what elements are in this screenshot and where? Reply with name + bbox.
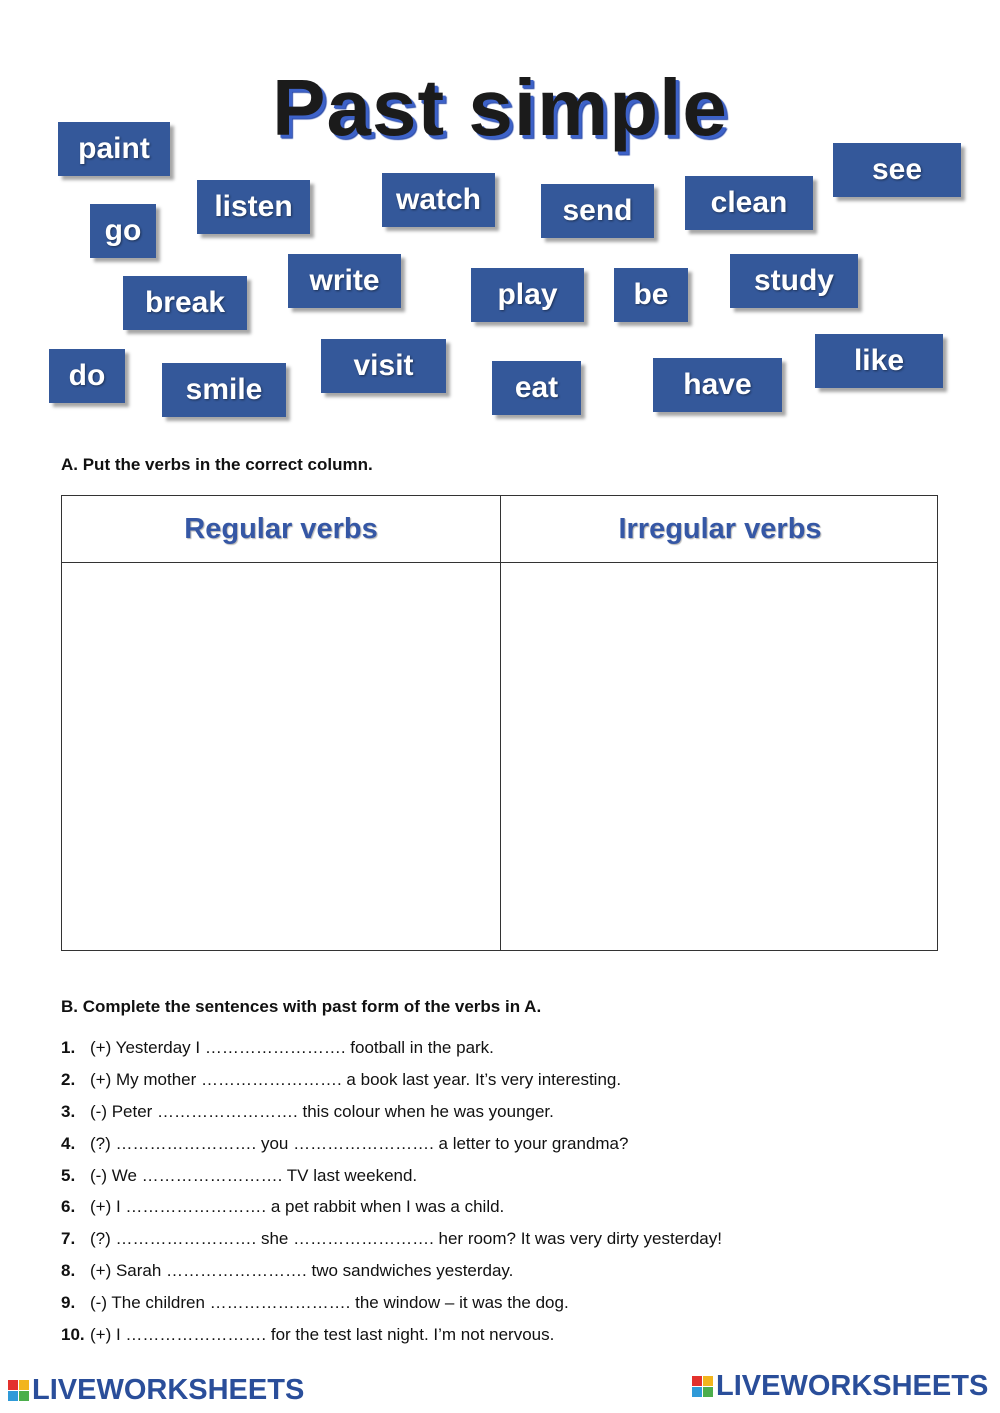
regular-verbs-dropzone[interactable] (62, 563, 498, 950)
verb-chip-do[interactable]: do (49, 349, 125, 403)
verb-chip-listen[interactable]: listen (197, 180, 310, 234)
verb-chip-clean[interactable]: clean (685, 176, 813, 230)
verb-chip-like[interactable]: like (815, 334, 943, 388)
regular-verbs-header: Regular verbs (184, 513, 378, 545)
sentence-number: 8. (61, 1261, 76, 1281)
sentence-text[interactable]: (+) I ……………………. for the test last night. I’m not nervous. (90, 1325, 555, 1345)
sentence-item (61, 1291, 961, 1323)
section-b-instruction: B. Complete the sentences with past form of the verbs in A. (61, 997, 542, 1016)
verb-chip-have[interactable]: have (653, 358, 782, 412)
sentence-number: 5. (61, 1165, 76, 1185)
verb-chip-eat[interactable]: eat (492, 361, 581, 415)
sentence-text[interactable]: (-) Peter ……………………. this colour when he was younger. (90, 1101, 554, 1121)
column-divider (500, 496, 501, 950)
sentence-list (61, 1036, 961, 1355)
sentence-item (61, 1227, 961, 1259)
sentence-text[interactable]: (?) ……………………. she ……………………. her room? It was very dirty yesterday! (90, 1229, 722, 1249)
brand-grid-icon (692, 1376, 714, 1398)
sentence-text[interactable]: (-) The children ……………………. the window – it was the dog. (90, 1293, 569, 1313)
sentence-number: 3. (61, 1101, 76, 1121)
sentence-number: 1. (61, 1038, 76, 1057)
sentence-number: 7. (61, 1229, 76, 1249)
verb-chip-visit[interactable]: visit (321, 339, 446, 393)
section-a-instruction: A. Put the verbs in the correct column. (61, 455, 373, 474)
page-title: Past simple (272, 63, 728, 152)
sentence-number: 4. (61, 1133, 76, 1153)
verb-chip-be[interactable]: be (614, 268, 688, 322)
brand-grid-icon (8, 1380, 30, 1402)
verb-chip-write[interactable]: write (288, 254, 401, 308)
sentence-item (61, 1323, 961, 1355)
sentence-item (61, 1036, 961, 1068)
verb-chip-send[interactable]: send (541, 184, 654, 238)
sentence-number: 6. (61, 1197, 76, 1217)
sentence-number: 9. (61, 1293, 76, 1313)
verb-sort-table (61, 495, 938, 951)
sentence-text[interactable]: (+) Sarah ……………………. two sandwiches yesterday. (90, 1261, 514, 1281)
sentence-item (61, 1100, 961, 1132)
sentence-text[interactable]: (+) Yesterday I ……………………. football in the park. (90, 1038, 494, 1057)
sentence-item (61, 1195, 961, 1227)
irregular-verbs-dropzone[interactable] (502, 563, 938, 950)
sentence-text[interactable]: (?) ……………………. you ……………………. a letter to your grandma? (90, 1133, 629, 1153)
sentence-item (61, 1132, 961, 1164)
sentence-number: 2. (61, 1069, 76, 1089)
sentence-text[interactable]: (+) I ……………………. a pet rabbit when I was a child. (90, 1197, 505, 1217)
sentence-number: 10. (61, 1325, 85, 1345)
sentence-item (61, 1164, 961, 1196)
brand-text: LIVEWORKSHEETS (716, 1370, 989, 1402)
verb-chip-play[interactable]: play (471, 268, 584, 322)
sentence-item (61, 1259, 961, 1291)
sentence-text[interactable]: (+) My mother ……………………. a book last year. It’s very interesting. (90, 1069, 622, 1089)
verb-chip-watch[interactable]: watch (382, 173, 495, 227)
verb-chip-paint[interactable]: paint (58, 122, 170, 176)
verb-chip-go[interactable]: go (90, 204, 156, 258)
sentence-item (61, 1068, 961, 1100)
brand-text: LIVEWORKSHEETS (32, 1374, 305, 1406)
sentence-text[interactable]: (-) We ……………………. TV last weekend. (90, 1165, 418, 1185)
irregular-verbs-header: Irregular verbs (618, 513, 822, 545)
verb-chip-break[interactable]: break (123, 276, 247, 330)
verb-chip-see[interactable]: see (833, 143, 961, 197)
verb-chip-smile[interactable]: smile (162, 363, 286, 417)
verb-chip-study[interactable]: study (730, 254, 858, 308)
brand-logo-right (692, 1368, 988, 1404)
brand-logo-left (8, 1372, 304, 1408)
